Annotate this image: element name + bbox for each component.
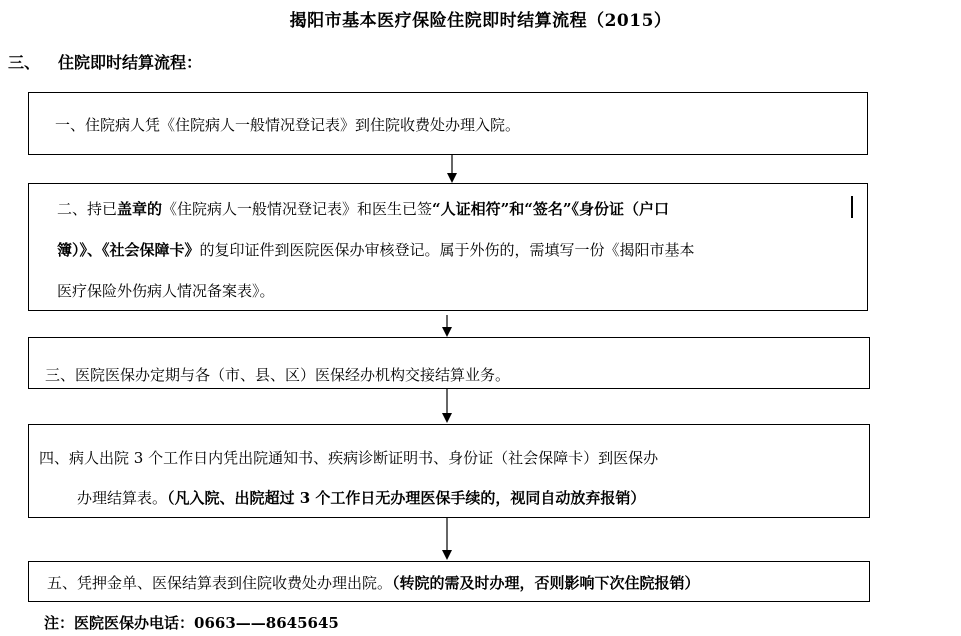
step-2-line-1-b: 盖章的	[117, 200, 163, 218]
step-1-box	[28, 92, 868, 155]
document-title: 揭阳市基本医疗保险住院即时结算流程（2015）	[289, 11, 672, 31]
step-5-text-b: （转院的需及时办理，否则影响下次住院报销）	[392, 574, 700, 592]
step-1-text: 一、住院病人凭《住院病人一般情况登记表》到住院收费处办理入院。	[55, 116, 521, 134]
footer-note	[44, 612, 339, 633]
arrow-down-icon	[441, 518, 453, 560]
step-3-text: 三、医院医保办定期与各（市、县、区）医保经办机构交接结算业务。	[45, 366, 511, 384]
step-5-text	[47, 572, 700, 593]
step-2-line-2	[57, 239, 695, 260]
arrow-down-icon	[446, 155, 458, 183]
step-4-line-2-b: （凡入院、出院超过 3 个工作日无办理医保手续的，视同自动放弃报销）	[167, 489, 646, 507]
step-4-line-2	[77, 487, 645, 508]
step-5-box	[28, 561, 870, 602]
step-2-line-1	[57, 198, 669, 219]
step-4-line-2-a: 办理结算表。	[77, 489, 168, 507]
step-4-line-1: 四、病人出院 3 个工作日内凭出院通知书、疾病诊断证明书、身份证（社会保障卡）到医保办	[39, 449, 659, 467]
step-2-line-1-d: “人证相符”和“签名”《身份证（户口	[432, 200, 670, 218]
text-cursor	[851, 196, 853, 218]
step-2-box	[28, 183, 868, 311]
section-label: 住院即时结算流程：	[58, 53, 203, 72]
step-2-line-3: 医疗保险外伤病人情况备案表》。	[57, 282, 275, 300]
footer-phone: 0663——8645645	[194, 614, 339, 632]
step-2-line-2-a: 簿）》、《社会保障卡》	[57, 241, 200, 259]
arrow-down-icon	[441, 315, 453, 337]
step-2-line-1-c: 《住院病人一般情况登记表》和医生已签	[162, 200, 433, 218]
footer-label: 注：医院医保办电话：	[44, 614, 195, 632]
step-2-line-2-b: 的复印证件到医院医保办审核登记。属于外伤的，需填写一份《揭阳市基本	[199, 241, 695, 259]
step-2-line-1-a: 二、持已	[57, 200, 118, 218]
step-5-text-a: 五、凭押金单、医保结算表到住院收费处办理出院。	[47, 574, 393, 592]
section-number: 三、	[8, 53, 41, 72]
arrow-down-icon	[441, 389, 453, 423]
section-heading	[8, 50, 202, 73]
step-3-box	[28, 337, 870, 389]
step-4-box	[28, 424, 870, 518]
